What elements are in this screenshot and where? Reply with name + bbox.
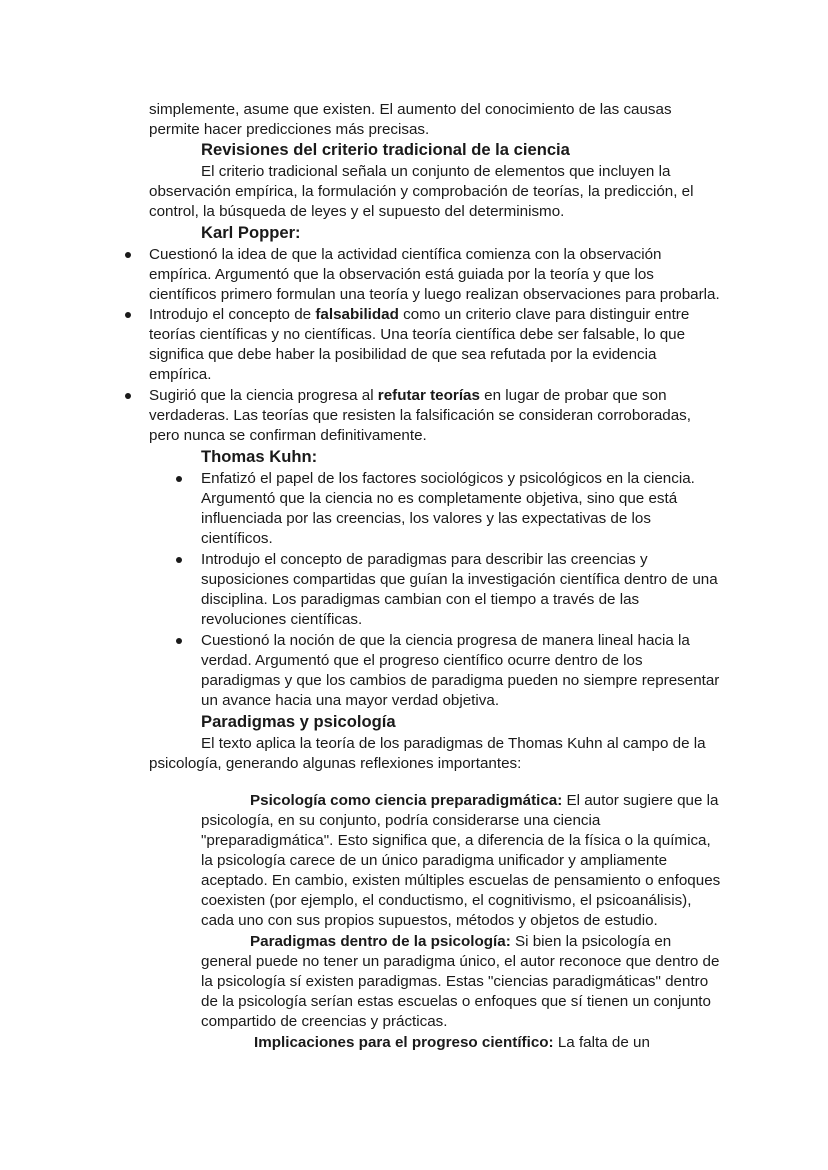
paragraph-line: El criterio tradicional señala un conjunto de elementos que incluyen la [201,163,671,180]
list-item-line: Cuestionó la noción de que la ciencia progresa de manera lineal hacia la [201,632,690,649]
list-item-line: Enfatizó el papel de los factores sociológicos y psicológicos en la ciencia. [201,470,695,487]
list-item-line: Introdujo el concepto de paradigmas para describir las creencias y [201,551,648,568]
item-line: coexisten (por ejemplo, el conductismo, el cognitivismo, el psicoanálisis), [201,892,692,909]
bold-term: refutar teorías [377,387,480,404]
item-line: psicología, en su conjunto, podría considerarse una ciencia [201,812,601,829]
section-heading-kuhn: Thomas Kuhn: [201,447,318,466]
bullet-icon [125,252,131,258]
list-item-line: disciplina. Los paradigmas cambian con el tiempo a través de las [201,591,640,608]
paragraph-line: control, la búsqueda de leyes y el supuesto del determinismo. [149,203,565,220]
list-item-line [149,386,667,406]
list-item-line: científicos primero formulan una teoría y luego realizan observaciones para probarla. [149,286,720,303]
list-item-line: paradigmas y que los cambios de paradigma pueden no siempre representar [201,672,720,689]
item-line: aceptado. En cambio, existen múltiples escuelas de pensamiento o enfoques [201,872,721,889]
bullet-icon [125,312,131,318]
list-item-line: revoluciones científicas. [201,611,363,628]
list-item-line: un avance hacia una mayor verdad objetiva. [201,692,500,709]
list-item-line: Cuestionó la idea de que la actividad científica comienza con la observación [149,246,662,263]
paragraph-line: observación empírica, la formulación y comprobación de teorías, la predicción, el [149,183,694,200]
bullet-icon [125,393,131,399]
bold-term: Implicaciones para el progreso científico: [254,1034,554,1051]
list-item-line: suposiciones compartidas que guían la investigación científica dentro de una [201,571,718,588]
list-item-line: verdaderas. Las teorías que resisten la falsificación se consideran corroboradas, [149,407,691,424]
bold-term: Paradigmas dentro de la psicología: [250,933,511,950]
item-lead-line [250,932,671,952]
item-line: general puede no tener un paradigma único, el autor reconoce que dentro de [201,953,720,970]
item-line: de la psicología serían estas escuelas o enfoques que sí tienen un conjunto [201,993,711,1010]
bullet-icon [176,557,182,563]
list-item-line: científicos. [201,530,273,547]
text: Sugirió que la ciencia progresa al [149,387,378,404]
intro-line: permite hacer predicciones más precisas. [149,121,430,138]
bold-term: Psicología como ciencia preparadigmática: [250,792,563,809]
text: Si bien la psicología en [510,933,672,950]
bold-term: falsabilidad [315,306,399,323]
item-lead-line [254,1033,650,1053]
list-item-line [149,305,689,325]
item-lead-line [250,791,719,811]
item-line: la psicología sí existen paradigmas. Estas "ciencias paradigmáticas" dentro [201,973,709,990]
item-line: compartido de creencias y prácticas. [201,1013,448,1030]
item-line: la psicología carece de un único paradigma unificador y ampliamente [201,852,668,869]
list-item-line: empírica. [149,366,212,383]
list-item-line: Argumentó que la ciencia no es completamente objetiva, sino que está [201,490,678,507]
intro-line: simplemente, asume que existen. El aumento del conocimiento de las causas [149,101,672,118]
list-item-line: significa que debe haber la posibilidad de que sea refutada por la evidencia [149,346,657,363]
section-heading-paradigmas: Paradigmas y psicología [201,712,396,731]
section-heading-popper: Karl Popper: [201,223,301,242]
list-item-line: pero nunca se confirman definitivamente. [149,427,427,444]
item-line: "preparadigmática". Esto significa que, a diferencia de la física o la química, [201,832,711,849]
list-item-line: empírica. Argumentó que la observación está guiada por la teoría y que los [149,266,654,283]
list-item-line: teorías científicas y no científicas. Una teoría científica debe ser falsable, lo que [149,326,686,343]
list-item-line: influenciada por las creencias, los valores y las expectativas de los [201,510,651,527]
list-item-line: verdad. Argumentó que el progreso científico ocurre dentro de los [201,652,643,669]
text: El autor sugiere que la [562,792,719,809]
bullet-icon [176,638,182,644]
paragraph-line: psicología, generando algunas reflexiones importantes: [149,755,522,772]
bullet-icon [176,476,182,482]
section-heading-revisiones: Revisiones del criterio tradicional de la ciencia [201,140,570,159]
text: como un criterio clave para distinguir entre [398,306,690,323]
item-line: cada uno con sus propios supuestos, métodos y objetos de estudio. [201,912,658,929]
text: La falta de un [553,1034,650,1051]
paragraph-line: El texto aplica la teoría de los paradigmas de Thomas Kuhn al campo de la [201,735,706,752]
text: en lugar de probar que son [479,387,667,404]
text: Introdujo el concepto de [149,306,316,323]
